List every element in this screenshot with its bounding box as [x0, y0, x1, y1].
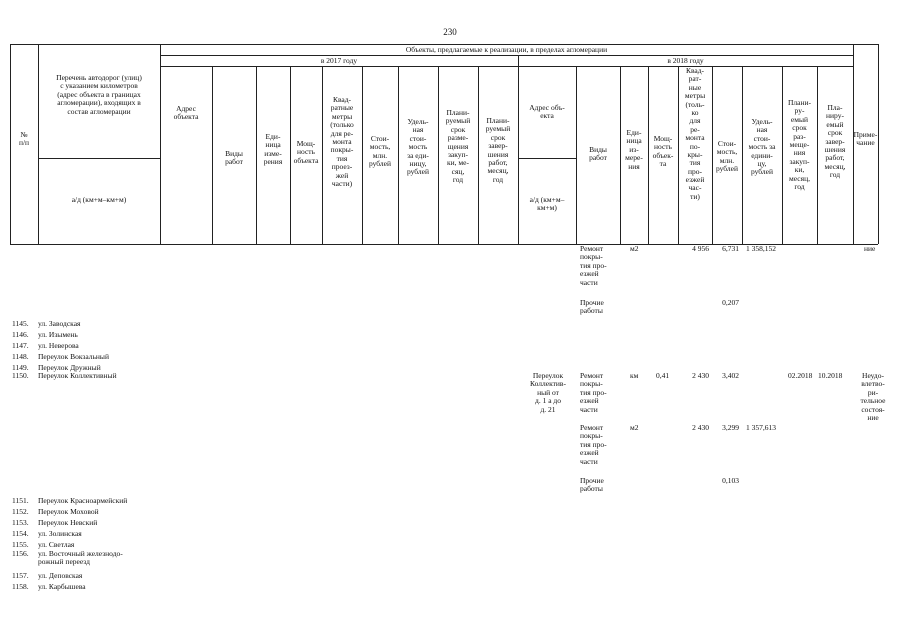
row-name: ул. Заводская [38, 319, 81, 328]
row-name: ул. Золинская [38, 529, 82, 538]
row-number: 1157. [12, 571, 29, 580]
header-note: Приме- чание [853, 130, 878, 148]
table-row [12, 331, 78, 339]
header-2018-plan-end: Пла- ниру- емый срок завер- шения работ, месяц, год [824, 103, 846, 180]
table-row [12, 353, 109, 361]
row-number: 1151. [12, 496, 29, 505]
header-2018-plan-proc: Плани- ру- емый срок раз- меще- ния закуп- ки, месяц, год [787, 98, 811, 191]
row-1150-cost-2: 3,299 [722, 423, 739, 432]
header-2017-unit: Еди- ница изме- рения [263, 132, 283, 167]
row-number: 1147. [12, 341, 29, 350]
row-name: Переулок Дружный [38, 363, 101, 372]
top-cost-2: 0,207 [722, 298, 739, 307]
row-1150-cost-1: 3,402 [722, 371, 739, 380]
row-number: 1156. [12, 549, 29, 558]
header-2018-unit-cost: Удель- ная стои- мость за едини- цу, рублей [748, 117, 776, 177]
row-1150-address: Переулок Коллектив- ный от д. 1 а до д. 21 [530, 371, 566, 414]
top-note: ние [864, 244, 876, 253]
row-name: Переулок Коллективный [38, 371, 117, 380]
header-objects-title: Объекты, предлагаемые к реализации, в пределах агломерации [405, 45, 608, 54]
table-row [12, 320, 80, 328]
header-2018-area: Квад- рат- ные метры (толь- ко для ре- монта по- кры- тия про- езжей час- ти) [684, 66, 706, 201]
row-1150-end: 10.2018 [818, 371, 843, 380]
header-2018-address-km: а/д (км+м– км+м) [529, 195, 565, 213]
row-name: ул. Деповская [38, 571, 83, 580]
table-row [12, 572, 82, 580]
row-1150-unit-2: м2 [630, 423, 639, 432]
header-no: № п/п [18, 130, 30, 148]
row-number: 1155. [12, 540, 29, 549]
table-row [12, 372, 117, 380]
row-name: Переулок Вокзальный [38, 352, 109, 361]
row-number: 1148. [12, 352, 29, 361]
header-2017-unit-cost: Удель- ная стои- мость за еди- ницу, рублей [406, 117, 430, 177]
header-2018-work: Виды работ [589, 145, 607, 163]
header-2017-plan-end: Плани- руемый срок завер- шения работ, месяц, год [485, 116, 511, 184]
row-number: 1154. [12, 529, 29, 538]
table-row [12, 497, 127, 505]
page-number: 230 [443, 27, 457, 37]
table-row [12, 550, 123, 567]
table-row [12, 342, 79, 350]
row-1150-unit-cost-2: 1 357,613 [746, 423, 776, 432]
row-name: ул. Изымень [38, 330, 78, 339]
top-work-1: Ремонт покры- тия про- езжей части [580, 244, 607, 287]
header-2017-work: Виды работ [225, 149, 243, 167]
row-number: 1150. [12, 371, 29, 380]
row-1150-note: Неудо- влетво- ри- тельное состоя- ние [860, 371, 886, 422]
row-number: 1153. [12, 518, 29, 527]
row-1150-power-1: 0,41 [656, 371, 670, 380]
header-2018-cost: Стои- мость, млн. рублей [715, 139, 739, 174]
header-2018-power: Мощ- ность объек- та [652, 134, 674, 169]
row-1150-area-2: 2 430 [692, 423, 709, 432]
row-1150-unit-1: км [630, 371, 639, 380]
header-2017-address: Адрес объекта [173, 104, 199, 122]
row-1150-proc: 02.2018 [788, 371, 813, 380]
row-number: 1145. [12, 319, 29, 328]
header-road-list: Перечень автодорог (улиц) с указанием километров (адрес объекта в границах агломерации), входящих в состав агломерации [56, 73, 142, 116]
header-2018-unit: Еди- ница из- мере- ния [625, 128, 643, 171]
row-1150-cost-3: 0,103 [722, 476, 739, 485]
header-2017-plan-proc: Плани- руемый срок разме- щения закуп- ки, ме- сяц, год [445, 108, 471, 185]
header-2017-cost: Стои- мость, млн. рублей [368, 134, 392, 169]
header-road-km: а/д (км+м–км+м) [71, 195, 127, 204]
top-cost-1: 6,731 [722, 244, 739, 253]
row-name: Переулок Моховой [38, 507, 99, 516]
header-2017-power: Мощ- ность объекта [293, 139, 319, 165]
row-name: ул. Восточный железнодо- рожный переезд [38, 549, 123, 567]
header-2017-area: Квад- ратные метры (только для ре- монта покры- тия проез- жей части) [330, 95, 354, 188]
table-row [12, 508, 99, 516]
top-area-1: 4 956 [692, 244, 709, 253]
row-number: 1152. [12, 507, 29, 516]
header-2018: в 2018 году [667, 56, 704, 65]
header-2017: в 2017 году [320, 56, 358, 65]
row-name: Переулок Красноармейский [38, 496, 128, 505]
row-1150-work-3: Прочие работы [580, 476, 604, 494]
table-row [12, 530, 82, 538]
row-name: Переулок Невский [38, 518, 98, 527]
row-number: 1158. [12, 582, 29, 591]
row-number: 1146. [12, 330, 29, 339]
row-name: ул. Неверова [38, 341, 79, 350]
top-unit-cost-1: 1 358,152 [746, 244, 776, 253]
row-name: ул. Карбышева [38, 582, 86, 591]
header-2018-address: Адрес объ- екта [529, 103, 565, 121]
top-unit-1: м2 [630, 244, 639, 253]
row-name: ул. Светлая [38, 540, 75, 549]
table-row [12, 519, 97, 527]
row-1150-work-2: Ремонт покры- тия про- езжей части [580, 423, 607, 466]
top-work-2: Прочие работы [580, 298, 604, 316]
row-1150-area-1: 2 430 [692, 371, 709, 380]
row-1150-work-1: Ремонт покры- тия про- езжей части [580, 371, 607, 414]
table-row [12, 583, 86, 591]
row-number: 1149. [12, 363, 29, 372]
